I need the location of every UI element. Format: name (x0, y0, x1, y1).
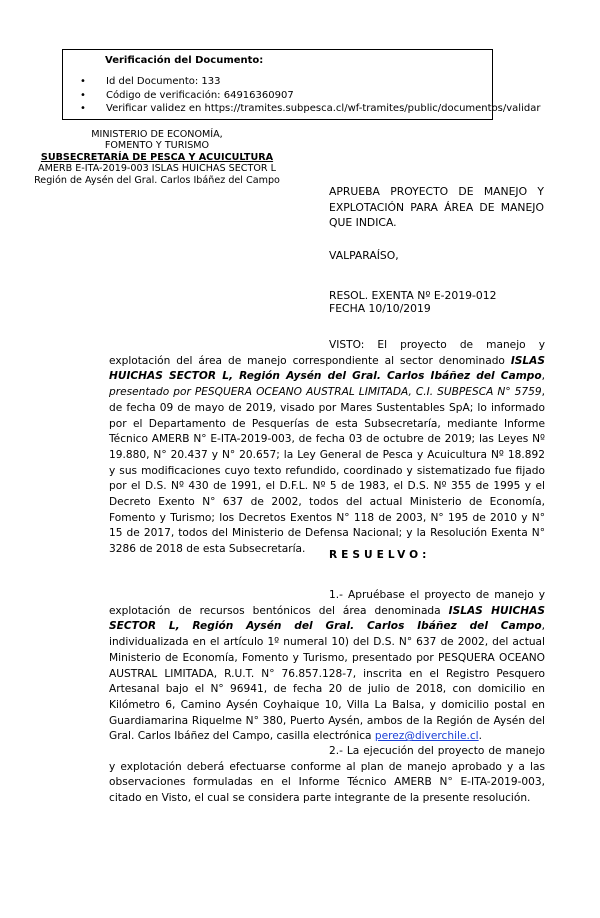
resolution-date: FECHA 10/10/2019 (329, 302, 431, 315)
ministry-line: FOMENTO Y TURISMO (104, 140, 210, 152)
bullet-icon: • (80, 103, 86, 114)
resolution-number: RESOL. EXENTA Nº E-2019-012 (329, 289, 497, 302)
area-name: ISLAS HUICHAS SECTOR L, Región Aysén del Gral. Carlos Ibáñez del Campo (109, 354, 545, 383)
amerb-line: AMERB E-ITA-2019-003 ISLAS HUICHAS SECTOR L (38, 163, 276, 175)
area-name: ISLAS HUICHAS SECTOR L, Región Aysén del Gral. Carlos Ibáñez del Campo (109, 604, 546, 633)
point-1-paragraph: 1.- Apruébase el proyecto de manejo y explotación de recursos bentónicos del área denominada ISLAS HUICHAS SECTOR L, Región Aysén del Gral. Carlos Ibáñez del Campo, individualizada en el artículo 1º numeral 10) del D.S. N° 637 de 2002, del actual Ministerio de Economía, Fomento y Turismo, presentado por PESQUERA OCEANO AUSTRAL LIMITADA, R.U.T. N° 76.857.128-7, inscrita en el Registro Pesquero Artesanal bajo el N° 96941, de fecha 20 de julio de 2018, con domicilio en Kilómetro 6, Camino Aysén Coyhaique 10, Villa La Balsa, y domicilio postal en Guardiamarina Riquelme N° 380, Puerto Aysén, ambos de la Región de Aysén del Gral. Carlos Ibáñez del Campo, casilla electrónica perez@diverchile.cl. (109, 589, 546, 743)
verification-url[interactable]: Verificar validez en https://tramites.subpesca.cl/wf-tramites/public/documentos/validar (106, 103, 541, 114)
point-2-paragraph: 2.- La ejecución del proyecto de manejo y explotación deberá efectuarse conforme al plan de manejo aprobado y a las observaciones formuladas en el Informe Técnico AMERB N° E-ITA-2019-003, citado en Visto, el cual se considera parte integrante de la presente resolución. (109, 745, 545, 805)
ministry-header (22, 129, 292, 186)
ministry-line: MINISTERIO DE ECONOMÍA, (91, 129, 223, 140)
resuelvo-heading: RESUELVO: (329, 549, 431, 561)
presenter: presentado por PESQUERA OCEANO AUSTRAL LIMITADA, C.I. SUBPESCA N° 5759 (109, 386, 542, 399)
verification-item-url (80, 102, 540, 116)
bullet-icon: • (80, 76, 86, 87)
place: VALPARAÍSO, (329, 249, 399, 262)
resolution-number-block (329, 289, 497, 315)
verification-list (80, 75, 540, 116)
visto-paragraph: VISTO: El proyecto de manejo y explotación del área de manejo correspondiente al sector denominado ISLAS HUICHAS SECTOR L, Región Aysén del Gral. Carlos Ibáñez del Campo, presentado por PESQUERA OCEANO AUSTRAL LIMITADA, C.I. SUBPESCA N° 5759, de fecha 09 de mayo de 2019, visado por Mares Sustentables SpA; lo informado por el Departamento de Pesquerías de esta Subsecretaría, mediante Informe Técnico AMERB N° E-ITA-2019-003, de fecha 03 de octubre de 2019; las Leyes Nº 19.880, N° 20.437 y N° 20.657; la Ley General de Pesca y Acuicultura Nº 18.892 y sus modificaciones cuyo texto refundido, coordinado y sistematizado fue fijado por el D.S. Nº 430 de 1991, el D.F.L. Nº 5 de 1983, el D.S. Nº 355 de 1995 y el Decreto Exento N° 637 de 2002, todos del actual Ministerio de Economía, Fomento y Turismo; los Decretos Exentos N° 118 de 2003, N° 195 de 2010 y N° 15 de 2017, todos del Ministerio de Defensa Nacional; y la Resolución Exenta N° 3286 de 2018 de esta Subsecretaría. (109, 339, 545, 556)
visto-label: VISTO: (329, 339, 365, 351)
resolution-title: APRUEBA PROYECTO DE MANEJO Y EXPLOTACIÓN PARA ÁREA DE MANEJO QUE INDICA. (329, 185, 544, 229)
email-link[interactable]: perez@diverchile.cl (374, 730, 479, 743)
bullet-icon: • (80, 89, 86, 101)
subsecretaria-line: SUBSECRETARÍA DE PESCA Y ACUICULTURA (40, 151, 274, 163)
verification-item-code: • Código de verificación: 64916360907 (80, 89, 294, 101)
region-line: Región de Aysén del Gral. Carlos Ibáñez del Campo (34, 174, 280, 186)
verification-title: Verificación del Documento: (105, 55, 264, 66)
verification-item-id: • Id del Documento: 133 (80, 76, 221, 87)
